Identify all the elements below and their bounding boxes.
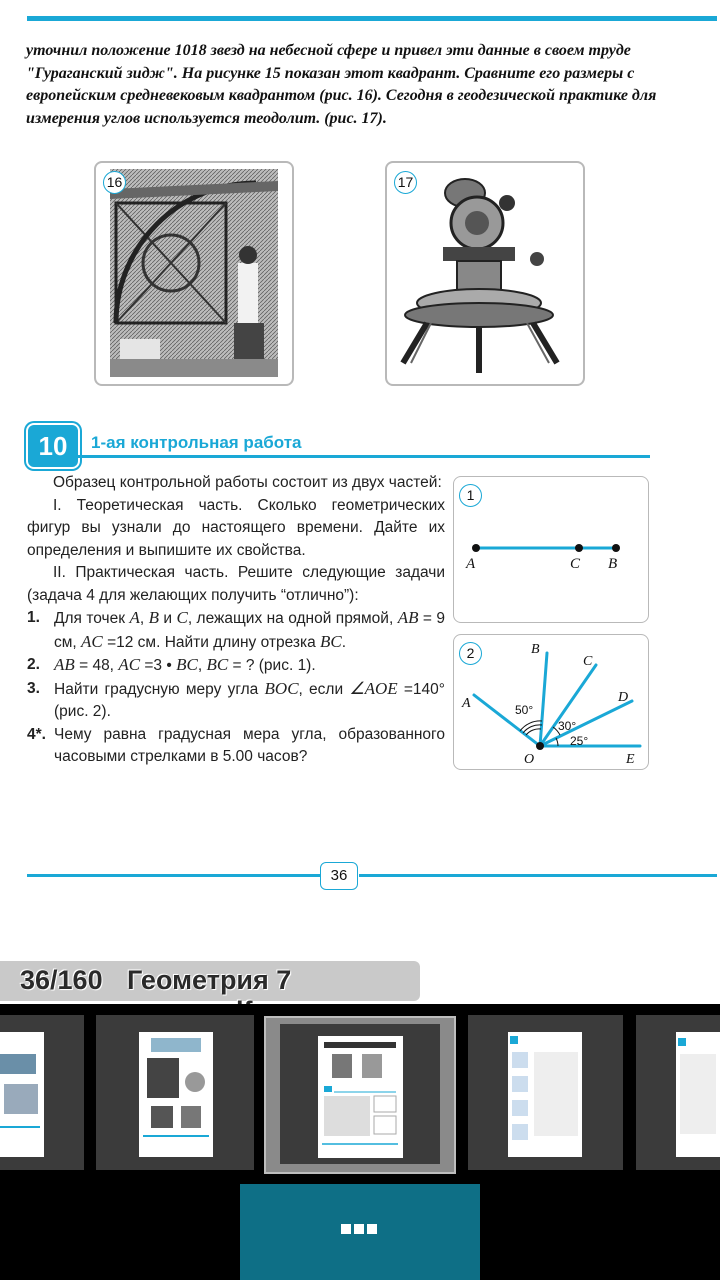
angle-25-label: 25° [570, 734, 589, 748]
angle-30-label: 30° [558, 719, 577, 733]
figure-17-theodolite [385, 161, 585, 386]
task-1: 1. Для точек A, B и C, лежащих на одной прямой, AB = 9 см, AC =12 см. Найти длину отрезка BC. [27, 608, 445, 651]
top-rule [27, 16, 717, 21]
thumbnail-strip[interactable] [0, 1004, 720, 1180]
page-number: 36 [320, 862, 358, 890]
thumbnail-preview-icon [0, 1032, 44, 1157]
section-title: 1-ая контрольная работа [91, 433, 302, 452]
file-name: Геометрия 7 [127, 965, 292, 995]
thumbnail-preview-icon [508, 1032, 582, 1157]
thumbnail-next-2[interactable] [636, 1015, 720, 1170]
figure-2-angles [453, 634, 649, 770]
figure-1-segment [453, 476, 649, 623]
section-number-badge: 10 [28, 425, 78, 467]
figure-16-badge: 16 [103, 171, 126, 194]
task-3: 3. Найти градусную меру угла BOC, если ∠AOE =140° (рис. 2). [27, 678, 445, 720]
thumbnail-next-1[interactable] [468, 1015, 623, 1170]
ray-e-label: E [626, 752, 635, 767]
theodolite-illustration [387, 163, 583, 384]
ray-a-label: A [462, 696, 471, 711]
thumbnail-preview-icon [676, 1032, 720, 1157]
point-c-label: C [570, 556, 581, 572]
figure-1-badge: 1 [459, 484, 482, 507]
angle-50-label: 50° [515, 703, 534, 717]
page-rule-left [27, 874, 320, 877]
thumbnail-preview-icon [139, 1032, 213, 1157]
more-dots-icon[interactable] [341, 1224, 380, 1242]
vertex-o-label: O [524, 752, 535, 767]
thumbnail-prev-1[interactable] [96, 1015, 254, 1170]
page-rule-right [359, 874, 717, 877]
task-2: 2. AB = 48, AC =3 • BC, BC = ? (рис. 1). [27, 655, 316, 674]
paragraph-theory: I. Теоретическая часть. Сколько геометрических фигур вы узнали до настоящего времени. Дайте их определения и выпишите их свойства. [27, 496, 445, 559]
ray-b-label: B [531, 642, 540, 657]
segment-diagram [454, 477, 648, 622]
page-counter: 36/160 [20, 965, 103, 995]
thumbnail-prev-2[interactable] [0, 1015, 84, 1170]
quadrant-illustration [96, 163, 292, 384]
ray-c-label: C [583, 654, 593, 669]
paragraph-practice: II. Практическая часть. Решите следующие задачи (задача 4 для желающих получить “отлично”): [27, 564, 445, 604]
ray-d-label: D [618, 690, 629, 705]
point-a-label: A [466, 556, 476, 572]
intro-paragraph: уточнил положение 1018 звезд на небесной сфере и привел эти данные в своем труде "Гураганский зидж". На рисунке 15 показан этот квадрант. Сравните его размеры с европейским средневековым квадрантом (рис. 16). Сегодня в геодезической практике для измерения углов используется теодолит. (рис. 17). [26, 42, 657, 127]
section-rule [78, 455, 650, 458]
thumbnail-preview-icon [318, 1036, 403, 1158]
thumbnail-current[interactable] [264, 1016, 456, 1174]
figure-17-badge: 17 [394, 171, 417, 194]
figure-2-badge: 2 [459, 642, 482, 665]
point-b-label: B [608, 556, 618, 572]
page-info-toast [0, 961, 420, 1001]
figure-16-quadrant [94, 161, 294, 386]
paragraph-intro: Образец контрольной работы состоит из двух частей: [53, 474, 442, 491]
task-4: 4*. Чему равна градусная мера угла, образованного часовыми стрелками в 5.00 часов? [27, 725, 445, 765]
angles-diagram [454, 635, 648, 769]
test-description [27, 472, 445, 769]
